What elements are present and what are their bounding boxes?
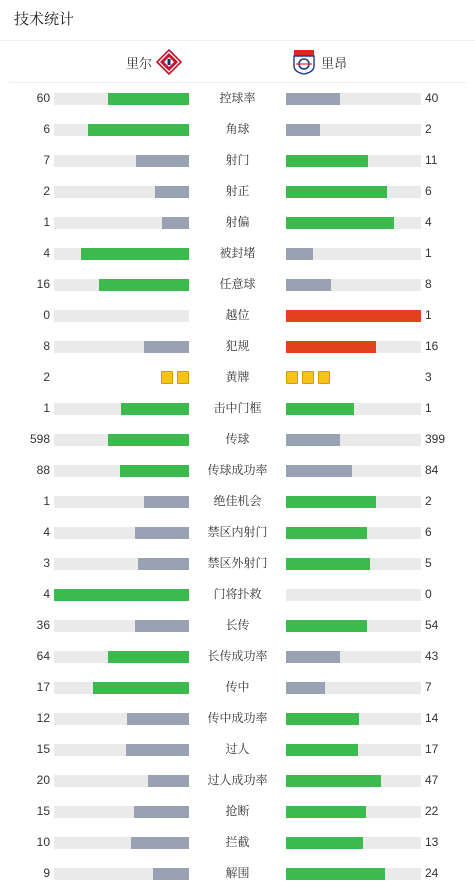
away-bar-fill <box>286 310 421 322</box>
home-bar-track <box>54 403 189 415</box>
stat-label: 角球 <box>225 122 250 136</box>
home-bar-fill <box>153 868 189 880</box>
away-value: 1 <box>425 246 432 260</box>
home-bar-track <box>54 589 189 601</box>
home-bar-track <box>54 775 189 787</box>
away-value: 54 <box>425 618 439 632</box>
home-bar-track <box>54 155 189 167</box>
away-bar-fill <box>286 248 313 260</box>
stat-label: 传中 <box>225 680 250 694</box>
home-bar-fill <box>131 837 189 849</box>
stat-row <box>0 858 475 889</box>
stat-row <box>0 703 475 734</box>
home-value: 2 <box>43 184 50 198</box>
away-bar-track <box>286 620 421 632</box>
home-bar-fill <box>108 651 189 663</box>
away-value: 7 <box>425 680 432 694</box>
home-team-name: 里尔 <box>125 55 152 71</box>
away-value: 13 <box>425 835 439 849</box>
home-bar-fill <box>108 434 189 446</box>
home-value: 17 <box>36 680 50 694</box>
stat-label: 传球成功率 <box>207 463 268 477</box>
away-value: 0 <box>425 587 432 601</box>
yellow-card-icon <box>318 371 330 384</box>
yellow-card-icon <box>302 371 314 384</box>
home-bar-fill <box>108 93 189 105</box>
home-value: 9 <box>43 866 50 880</box>
stat-label: 任意球 <box>219 277 256 291</box>
home-bar-track <box>54 217 189 229</box>
stat-label: 越位 <box>225 308 250 322</box>
away-bar-fill <box>286 806 366 818</box>
home-bar-fill <box>162 217 189 229</box>
home-bar-track <box>54 806 189 818</box>
home-bar-track <box>54 558 189 570</box>
away-bar-fill <box>286 124 320 136</box>
home-value: 4 <box>43 525 50 539</box>
stat-label: 长传成功率 <box>207 649 268 663</box>
home-bar-fill <box>144 341 189 353</box>
home-value: 7 <box>43 153 50 167</box>
stat-row <box>0 517 475 548</box>
away-value: 3 <box>425 370 432 384</box>
home-bar-track <box>54 713 189 725</box>
yellow-card-icon <box>177 371 189 384</box>
stat-label: 解围 <box>225 866 250 880</box>
away-bar-fill <box>286 837 363 849</box>
home-bar-track <box>54 465 189 477</box>
home-bar-fill <box>99 279 189 291</box>
stat-label: 禁区内射门 <box>207 525 268 539</box>
away-bar-track <box>286 589 421 601</box>
away-bar-fill <box>286 682 325 694</box>
stat-label: 控球率 <box>219 91 256 105</box>
home-value: 16 <box>36 277 50 291</box>
home-bar-fill <box>127 713 189 725</box>
away-bar-fill <box>286 341 376 353</box>
stat-label: 过人 <box>225 742 250 756</box>
home-bar-track <box>54 868 189 880</box>
stat-row <box>0 734 475 765</box>
stat-row <box>0 145 475 176</box>
away-bar-track <box>286 806 421 818</box>
home-bar-fill <box>135 527 189 539</box>
away-team-name: 里昂 <box>321 55 348 71</box>
stat-label: 长传 <box>225 618 250 632</box>
away-bar-track <box>286 496 421 508</box>
stat-label: 犯规 <box>225 339 250 353</box>
home-bar-fill <box>121 403 189 415</box>
stat-row <box>0 548 475 579</box>
stat-row <box>0 610 475 641</box>
stat-row <box>0 455 475 486</box>
stats-list <box>0 83 475 889</box>
home-bar-fill <box>81 248 189 260</box>
away-bar-fill <box>286 93 340 105</box>
away-bar-track <box>286 217 421 229</box>
away-value: 11 <box>425 153 438 167</box>
stat-row <box>0 424 475 455</box>
away-value: 16 <box>425 339 439 353</box>
stat-row <box>0 176 475 207</box>
home-value: 598 <box>29 432 50 446</box>
section-header <box>0 0 475 41</box>
home-value: 20 <box>36 773 50 787</box>
home-bar-fill <box>93 682 189 694</box>
yellow-card-icon <box>286 371 298 384</box>
home-bar-track <box>54 186 189 198</box>
lyon-logo-icon <box>291 49 317 75</box>
away-value: 24 <box>425 866 439 880</box>
away-bar-fill <box>286 279 331 291</box>
away-bar-track <box>286 837 421 849</box>
stat-label: 拦截 <box>225 835 250 849</box>
stat-row <box>0 114 475 145</box>
away-bar-fill <box>286 496 376 508</box>
away-bar-fill <box>286 403 354 415</box>
stat-row <box>0 83 475 114</box>
stat-row <box>0 269 475 300</box>
away-value: 4 <box>425 215 432 229</box>
home-team[interactable] <box>126 49 182 75</box>
home-bar-track <box>54 496 189 508</box>
away-value: 6 <box>425 184 432 198</box>
stat-label: 被封堵 <box>219 246 256 260</box>
teams-row <box>9 41 466 83</box>
away-bar-fill <box>286 217 394 229</box>
away-team[interactable] <box>291 49 347 75</box>
stat-label: 过人成功率 <box>207 773 268 787</box>
home-bar-fill <box>134 806 189 818</box>
home-value: 3 <box>43 556 50 570</box>
home-value: 0 <box>43 308 50 322</box>
away-bar-track <box>286 310 421 322</box>
away-bar-fill <box>286 434 340 446</box>
stat-row <box>0 672 475 703</box>
home-value: 88 <box>36 463 50 477</box>
stat-label: 传中成功率 <box>207 711 268 725</box>
stat-label: 射门 <box>225 153 250 167</box>
stat-label: 传球 <box>225 432 250 446</box>
stat-label: 射偏 <box>225 215 250 229</box>
home-bar-track <box>54 837 189 849</box>
away-bar-track <box>286 403 421 415</box>
away-value: 47 <box>425 773 439 787</box>
away-bar-track <box>286 744 421 756</box>
home-bar-track <box>54 651 189 663</box>
home-bar-track <box>54 310 189 322</box>
home-bar-track <box>54 124 189 136</box>
section-title: 技术统计 <box>14 11 75 28</box>
home-bar-track <box>54 279 189 291</box>
away-bar-fill <box>286 155 368 167</box>
lille-logo-icon <box>156 49 182 75</box>
home-bar-fill <box>88 124 189 136</box>
away-bar-track <box>286 682 421 694</box>
stat-row <box>0 827 475 858</box>
away-bar-track <box>286 713 421 725</box>
home-value: 2 <box>43 370 50 384</box>
home-bar-fill <box>135 620 189 632</box>
stat-row <box>0 641 475 672</box>
away-value: 1 <box>425 401 432 415</box>
home-bar-track <box>54 434 189 446</box>
home-bar-fill <box>144 496 189 508</box>
away-bar-track <box>286 527 421 539</box>
away-bar-track <box>286 558 421 570</box>
stat-label: 黄牌 <box>225 370 250 384</box>
stat-row <box>0 486 475 517</box>
stat-row <box>0 238 475 269</box>
away-bar-track <box>286 465 421 477</box>
stat-label: 绝佳机会 <box>213 494 262 508</box>
away-value: 2 <box>425 494 432 508</box>
home-bar-track <box>54 93 189 105</box>
stat-label: 击中门框 <box>213 401 262 415</box>
stat-label: 抢断 <box>225 804 250 818</box>
away-bar-fill <box>286 713 359 725</box>
home-value: 36 <box>36 618 50 632</box>
stat-row <box>0 796 475 827</box>
away-value: 8 <box>425 277 432 291</box>
away-value: 6 <box>425 525 432 539</box>
away-bar-track <box>286 868 421 880</box>
stat-row <box>0 362 475 393</box>
home-yellow-cards <box>161 371 189 384</box>
away-value: 22 <box>425 804 439 818</box>
away-bar-fill <box>286 651 340 663</box>
away-value: 43 <box>425 649 439 663</box>
home-value: 12 <box>36 711 50 725</box>
away-bar-fill <box>286 186 387 198</box>
away-bar-fill <box>286 744 358 756</box>
away-value: 14 <box>425 711 439 725</box>
home-value: 4 <box>43 587 50 601</box>
home-bar-track <box>54 248 189 260</box>
home-bar-track <box>54 527 189 539</box>
home-value: 15 <box>36 804 50 818</box>
home-bar-fill <box>155 186 189 198</box>
home-value: 1 <box>43 494 50 508</box>
away-value: 17 <box>425 742 439 756</box>
away-value: 2 <box>425 122 432 136</box>
stat-row <box>0 765 475 796</box>
home-value: 4 <box>43 246 50 260</box>
away-value: 399 <box>425 432 446 446</box>
away-bar-track <box>286 124 421 136</box>
home-bar-track <box>54 341 189 353</box>
away-bar-fill <box>286 775 381 787</box>
away-bar-track <box>286 186 421 198</box>
stat-row <box>0 579 475 610</box>
away-bar-track <box>286 775 421 787</box>
stat-row <box>0 331 475 362</box>
away-value: 40 <box>425 91 439 105</box>
stat-row <box>0 300 475 331</box>
away-bar-track <box>286 248 421 260</box>
home-bar-track <box>54 620 189 632</box>
away-bar-track <box>286 434 421 446</box>
home-bar-track <box>54 744 189 756</box>
away-bar-track <box>286 651 421 663</box>
away-bar-track <box>286 279 421 291</box>
away-value: 1 <box>425 308 432 322</box>
away-value: 84 <box>425 463 439 477</box>
home-bar-fill <box>148 775 189 787</box>
stat-label: 门将扑救 <box>213 587 262 601</box>
away-bar-fill <box>286 868 385 880</box>
home-value: 1 <box>43 401 50 415</box>
home-value: 64 <box>36 649 50 663</box>
away-bar-track <box>286 341 421 353</box>
away-bar-track <box>286 155 421 167</box>
stat-label: 射正 <box>225 184 250 198</box>
away-bar-fill <box>286 620 367 632</box>
away-bar-fill <box>286 465 352 477</box>
away-bar-track <box>286 93 421 105</box>
home-value: 1 <box>43 215 50 229</box>
home-bar-fill <box>120 465 189 477</box>
home-bar-track <box>54 682 189 694</box>
away-bar-fill <box>286 527 367 539</box>
away-bar-fill <box>286 558 370 570</box>
stat-row <box>0 207 475 238</box>
stat-row <box>0 393 475 424</box>
home-bar-fill <box>126 744 189 756</box>
home-bar-fill <box>54 589 189 601</box>
home-value: 15 <box>36 742 50 756</box>
home-bar-fill <box>138 558 189 570</box>
home-value: 10 <box>36 835 50 849</box>
home-value: 60 <box>36 91 50 105</box>
yellow-card-icon <box>161 371 173 384</box>
stat-label: 禁区外射门 <box>207 556 268 570</box>
away-value: 5 <box>425 556 432 570</box>
away-yellow-cards <box>286 371 330 384</box>
home-value: 6 <box>43 122 50 136</box>
home-value: 8 <box>43 339 50 353</box>
home-bar-fill <box>136 155 189 167</box>
